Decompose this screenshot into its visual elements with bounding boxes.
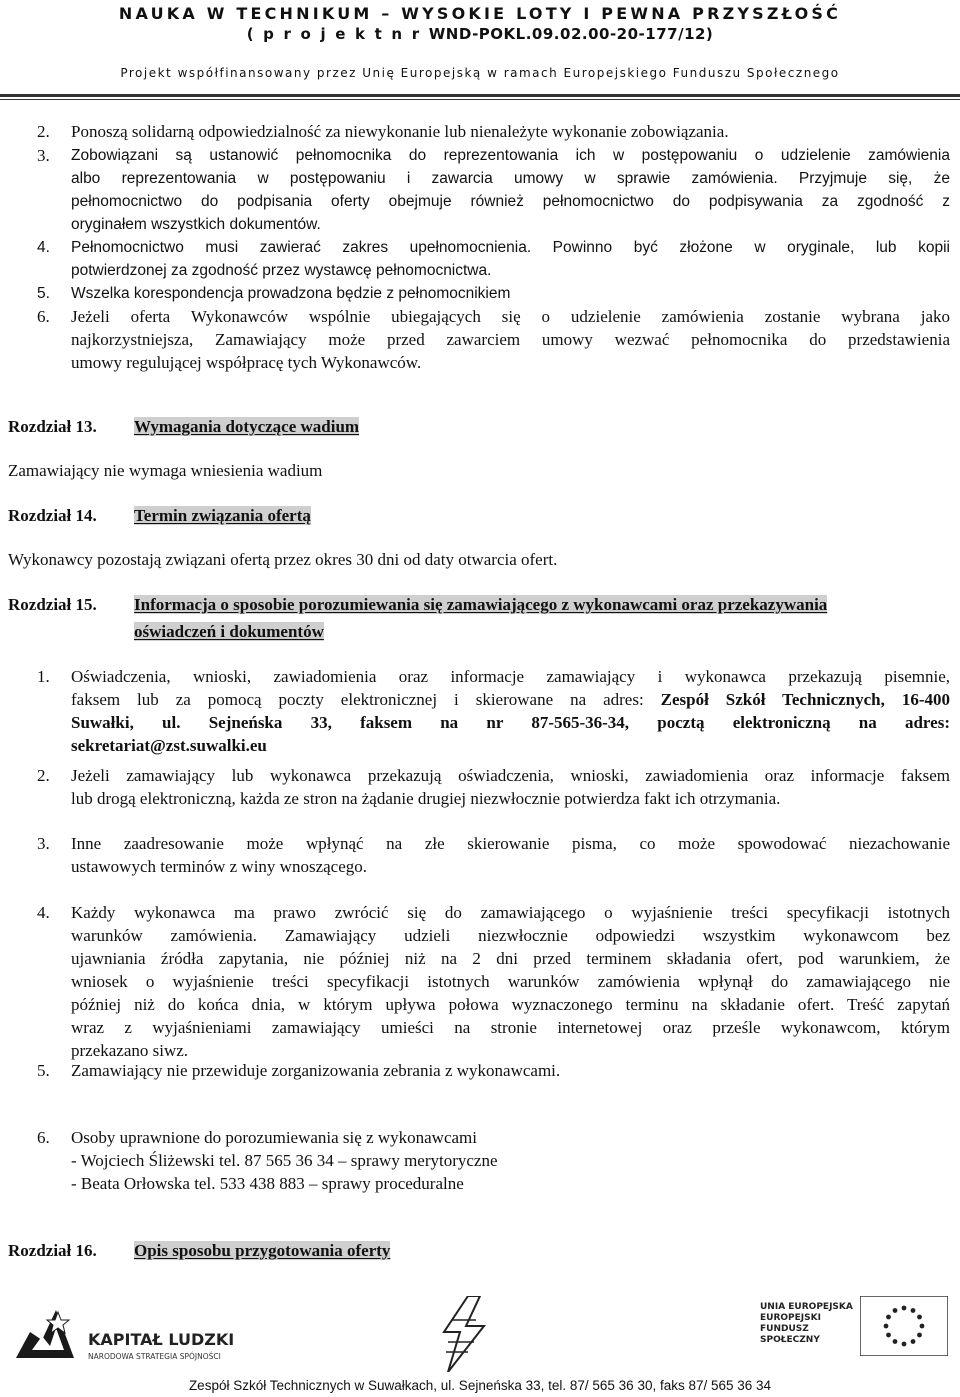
list-item-text: ustawowych terminów z winy wnoszącego.	[71, 857, 368, 876]
header-divider-thin	[0, 99, 960, 100]
chapter-14-text: Wykonawcy pozostają związani ofertą przez okres 30 dni od daty otwarcia ofert.	[8, 550, 558, 569]
list-item-number: 6.	[37, 1128, 50, 1147]
footer-address: Zespół Szkół Technicznych w Suwałkach, ul. Sejneńska 33, tel. 87/ 565 36 30, faks 87/ 565 36 34	[188, 1378, 772, 1393]
eu-flag-icon	[860, 1296, 948, 1356]
list-item-text: Oświadczenia, wnioski, zawiadomienia oraz informacje zamawiający i wykonawca przekazują pisemnie,	[71, 667, 950, 686]
list-item-number: 6.	[37, 307, 50, 326]
header-project-prefix: ( p r o j e k t n r	[246, 25, 429, 43]
header-project-code: WND-POKL.09.02.00-20-177/12)	[428, 25, 714, 43]
eu-logo	[760, 1296, 950, 1368]
list-item-text: pełnomocnictwo do podpisania oferty obejmuje również pełnomocnictwo do podpisywania za zgodność z	[71, 193, 950, 210]
list-item-text: albo reprezentowania w postępowaniu i zawarcia umowy w sprawie zamówienia. Przyjmuje się, że	[71, 170, 950, 187]
kapital-ludzki-subtitle: NARODOWA STRATEGIA SPÓJNOŚCI	[88, 1352, 221, 1361]
list-item-text: Zamawiający nie przewiduje zorganizowania zebrania z wykonawcami.	[71, 1061, 561, 1080]
chapter-13-label: Rozdział 13.	[8, 417, 97, 436]
list-item-number: 5.	[37, 1061, 50, 1080]
contact-person: - Wojciech Śliżewski tel. 87 565 36 34 – sprawy merytoryczne	[71, 1151, 498, 1170]
list-item-text: Pełnomocnictwo musi zawierać zakres upełnomocnienia. Powinno być złożone w oryginale, lub kopii	[71, 239, 950, 256]
chapter-15-label: Rozdział 15.	[8, 595, 97, 614]
chapter-13-title	[134, 413, 359, 440]
address-bold: Zespół Szkół Technicznych, 16-400	[660, 690, 950, 709]
eu-fund-line1: EUROPEJSKI	[760, 1313, 821, 1323]
list-item	[37, 901, 950, 1062]
address-bold: Suwałki, ul. Sejneńska 33, faksem na nr 87-565-36-34, pocztą elektroniczną na adres:	[71, 713, 950, 732]
list-item-number: 4.	[37, 903, 50, 922]
list-item-text: Ponoszą solidarną odpowiedzialność za niewykonanie lub nienależyte wykonanie zobowiązania.	[71, 122, 729, 141]
eu-fund-line2: FUNDUSZ SPOŁECZNY	[760, 1324, 820, 1345]
chapter-14-title	[134, 502, 311, 529]
list-item-text: przekazano siwz.	[71, 1041, 189, 1060]
list-item-text: później niż do końca dnia, w którym upływa połowa wyznaczonego terminu na składanie ofert. Treść zapytań	[71, 995, 950, 1014]
list-item-text: Osoby uprawnione do porozumiewania się z wykonawcami	[71, 1128, 477, 1147]
list-item-text-part: faksem lub za pomocą poczty elektronicznej i skierowane na adres:	[71, 690, 661, 709]
list-item-number: 4.	[37, 239, 50, 256]
chapter-14-title-text: Termin związania ofertą	[134, 506, 311, 525]
list-item-text: umowy regulującej współpracę tych Wykonawców.	[71, 353, 422, 372]
list-item	[37, 665, 950, 757]
list-item-number: 5.	[37, 285, 50, 302]
list-item	[37, 1126, 950, 1195]
list-item-text: wraz z wyjaśnieniami zamawiający umieści na stronie internetowej oraz prześle wykonawcom, którym	[71, 1018, 950, 1037]
list-item	[37, 305, 950, 374]
list-item-text: warunków zamówienia. Zamawiający udzieli niezwłocznie odpowiedzi wszystkim wykonawcom bez	[71, 926, 950, 945]
list-item-number: 2.	[37, 122, 50, 141]
contact-person: - Beata Orłowska tel. 533 438 883 – sprawy proceduralne	[71, 1174, 464, 1193]
list-item	[37, 832, 950, 878]
chapter-14-label: Rozdział 14.	[8, 506, 97, 525]
list-item-text: Zobowiązani są ustanowić pełnomocnika do reprezentowania ich w postępowaniu o udzielenie zamówienia	[71, 147, 950, 164]
chapter-13-text: Zamawiający nie wymaga wniesienia wadium	[8, 461, 323, 480]
list-item	[37, 144, 950, 236]
list-item-number: 1.	[37, 667, 50, 686]
lightning-icon	[434, 1296, 494, 1372]
list-item	[37, 282, 950, 305]
header-title: NAUKA W TECHNIKUM – WYSOKIE LOTY I PEWNA PRZYSZŁOŚĆ	[118, 4, 842, 23]
header-project-number	[0, 25, 960, 43]
list-item-text: lub drogą elektroniczną, każda ze stron na żądanie drugiej niezwłocznie potwierdza fakt ich otrzymania.	[71, 789, 781, 808]
list-item-text: oryginałem wszystkich dokumentów.	[71, 216, 321, 233]
email-address: sekretariat@zst.suwalki.eu	[71, 736, 267, 755]
list-item-text: Inne zaadresowanie może wpłynąć na złe skierowanie pisma, co może spowodować niezachowanie	[71, 834, 950, 853]
chapter-15-title-line2: oświadczeń i dokumentów	[134, 622, 324, 641]
list-item	[37, 236, 950, 282]
list-item	[37, 120, 950, 143]
list-item-number: 3.	[37, 834, 50, 853]
list-item-text: Jeżeli oferta Wykonawców wspólnie ubiegających się o udzielenie zamówienia zostanie wybrana jako	[71, 307, 950, 326]
list-item-number: 3.	[37, 146, 50, 165]
kapital-ludzki-logo	[12, 1292, 235, 1368]
list-item-text: potwierdzonej za zgodność przez wystawcę pełnomocnictwa.	[71, 262, 492, 279]
header-divider	[0, 94, 960, 97]
chapter-16-title-text: Opis sposobu przygotowania oferty	[134, 1241, 391, 1260]
list-item-text: Jeżeli zamawiający lub wykonawca przekazują oświadczenia, wnioski, zawiadomienia oraz informacje faksem	[71, 766, 950, 785]
list-item-text: Każdy wykonawca ma prawo zwrócić się do zamawiającego o wyjaśnienie treści specyfikacji istotnych	[71, 903, 950, 922]
list-item-text: Wszelka korespondencja prowadzona będzie z pełnomocnikiem	[71, 285, 511, 302]
list-item	[37, 1059, 950, 1082]
chapter-16-title	[134, 1237, 390, 1264]
chapter-15-title-line1: Informacja o sposobie porozumiewania się zamawiającego z wykonawcami oraz przekazywania	[134, 595, 828, 614]
lightning-emblem-logo	[434, 1296, 494, 1372]
list-item-text	[71, 688, 950, 711]
eu-name: UNIA EUROPEJSKA	[760, 1302, 853, 1312]
chapter-13-title-text: Wymagania dotyczące wadium	[134, 417, 360, 436]
list-item-text: wniosek o wyjaśnienie treści specyfikacji istotnych warunków zamówienia wpłynął do zamawiającego nie	[71, 972, 950, 991]
list-item-text: ujawniania źródła zapytania, nie później niż na 2 dni przed terminem składania ofert, pod warunkiem, że	[71, 949, 950, 968]
list-item-number: 2.	[37, 766, 50, 785]
chapter-16-label: Rozdział 16.	[8, 1241, 97, 1260]
header-cofinancing: Projekt współfinansowany przez Unię Europejską w ramach Europejskiego Funduszu Społecznego	[120, 66, 840, 80]
chapter-15-title	[134, 591, 950, 645]
list-item	[37, 764, 950, 810]
kapital-ludzki-name: KAPITAŁ LUDZKI	[88, 1330, 235, 1349]
list-item-text: najkorzystniejsza, Zamawiający może przed zawarciem umowy wezwać pełnomocnika do przedstawienia	[71, 330, 950, 349]
